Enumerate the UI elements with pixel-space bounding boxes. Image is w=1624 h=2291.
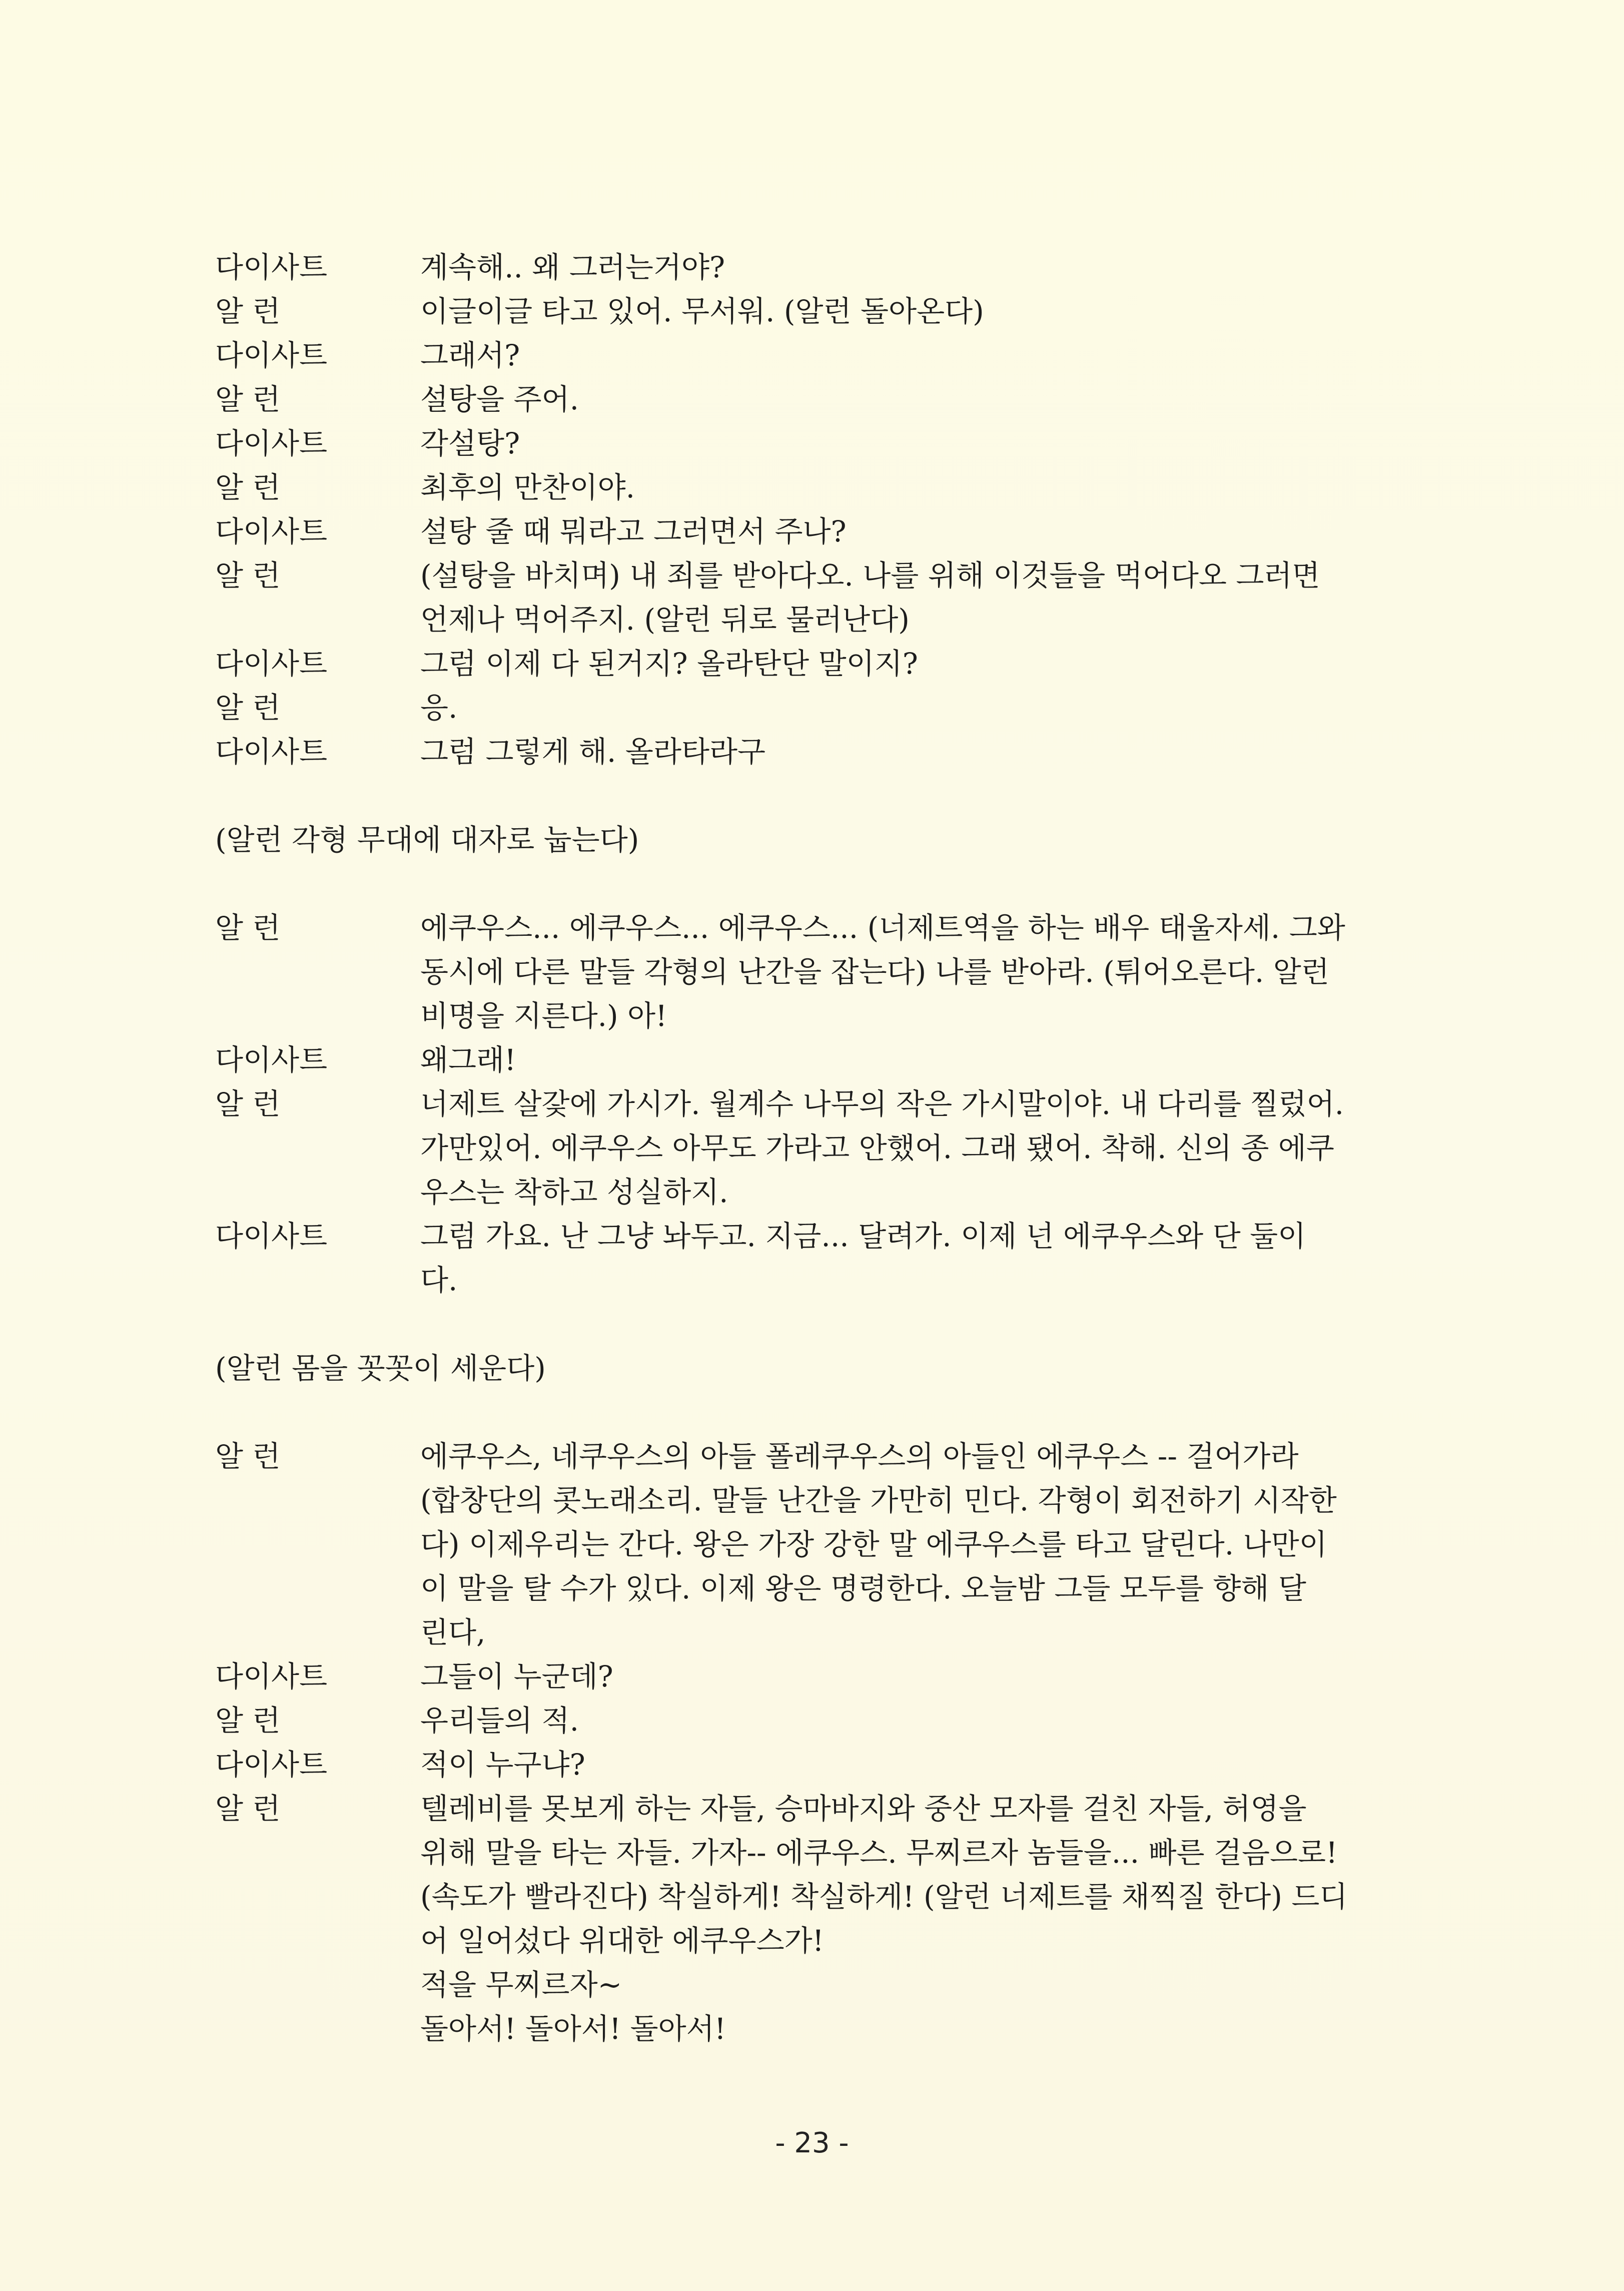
dialogue-row: [215, 289, 1396, 333]
dialogue-row: [215, 421, 1396, 465]
dialogue-line: 왜그래!: [420, 1043, 516, 1077]
speaker-name: 알 런: [215, 1087, 281, 1121]
spacer: [215, 1302, 1396, 1346]
dialogue-row: [215, 1743, 1396, 1787]
dialogue-line: 적이 누구냐?: [420, 1748, 585, 1782]
dialogue-block-2: [215, 906, 1396, 1302]
stage-direction: (알런 몸을 꼿꼿이 세운다): [215, 1351, 546, 1385]
dialogue-row: [215, 1038, 1396, 1082]
dialogue-line: 그럼 가요. 난 그냥 놔두고. 지금... 달려가. 이제 넌 에쿠우스와 단 둘이 다.: [420, 1219, 1306, 1297]
dialogue-line: 설탕 줄 때 뭐라고 그러면서 주나?: [420, 514, 847, 548]
speaker-name: 알 런: [215, 911, 281, 945]
dialogue-line: (설탕을 바치며) 내 죄를 받아다오. 나를 위해 이것들을 먹어다오 그러면 언제나 먹어주지. (알런 뒤로 물러난다): [420, 558, 1320, 637]
dialogue-line: 응.: [420, 691, 458, 725]
spacer: [215, 862, 1396, 906]
dialogue-line: 에쿠우스, 네쿠우스의 아들 폴레쿠우스의 아들인 에쿠우스 -- 걸어가라 (합창단의 콧노래소리. 말들 난간을 가만히 민다. 각형이 회전하기 시작한 다) 이제우리는 간다. 왕은 가장 강한 말 에쿠우스를 타고 달린다. 나만이 이 말을 탈 수가 있다. 이제 왕은 명령한다. 오늘밤 그들 모두를 향해 달 린다,: [420, 1439, 1337, 1649]
speaker-name: 다이사트: [215, 1748, 328, 1782]
dialogue-line: 그들이 누군데?: [420, 1659, 613, 1693]
speaker-name: 알 런: [215, 1792, 281, 1826]
speaker-name: 다이사트: [215, 1659, 328, 1693]
dialogue-row: [215, 333, 1396, 377]
dialogue-row: [215, 642, 1396, 686]
speaker-name: 알 런: [215, 1703, 281, 1738]
speaker-name: 다이사트: [215, 1043, 328, 1077]
script-content: [215, 245, 1396, 2051]
speaker-name: 다이사트: [215, 250, 328, 284]
speaker-name: 알 런: [215, 294, 281, 328]
stage-direction: (알런 각형 무대에 대자로 눕는다): [215, 823, 639, 857]
speaker-name: 다이사트: [215, 1219, 328, 1253]
speaker-name: 알 런: [215, 1439, 281, 1473]
spacer: [215, 774, 1396, 818]
dialogue-row: [215, 1434, 1396, 1654]
dialogue-line: 그럼 이제 다 된거지? 올라탄단 말이지?: [420, 647, 918, 681]
dialogue-row: [215, 509, 1396, 553]
dialogue-row: [215, 906, 1396, 1038]
dialogue-row: [215, 686, 1396, 730]
dialogue-line: 최후의 만찬이야.: [420, 470, 635, 504]
speaker-name: 다이사트: [215, 647, 328, 681]
dialogue-line: 우리들의 적.: [420, 1703, 579, 1738]
speaker-name: 다이사트: [215, 426, 328, 460]
dialogue-line: 너제트 살갗에 가시가. 월계수 나무의 작은 가시말이야. 내 다리를 찔렀어. 가만있어. 에쿠우스 아무도 가라고 안했어. 그래 됐어. 착해. 신의 종 에쿠 우스는 착하고 성실하지.: [420, 1087, 1344, 1209]
speaker-name: 다이사트: [215, 735, 328, 769]
speaker-name: 알 런: [215, 470, 281, 504]
dialogue-row: [215, 245, 1396, 289]
speaker-name: 알 런: [215, 691, 281, 725]
dialogue-row: [215, 1082, 1396, 1214]
dialogue-row: [215, 1214, 1396, 1302]
dialogue-row: [215, 465, 1396, 509]
dialogue-row: [215, 1698, 1396, 1743]
dialogue-line: 계속해.. 왜 그러는거야?: [420, 250, 725, 284]
page-number: - 23 -: [775, 2127, 849, 2159]
dialogue-line: 설탕을 주어.: [420, 382, 579, 416]
dialogue-line: 이글이글 타고 있어. 무서워. (알런 돌아온다): [420, 294, 984, 328]
dialogue-row: [215, 377, 1396, 421]
speaker-name: 다이사트: [215, 514, 328, 548]
dialogue-row: [215, 1654, 1396, 1698]
dialogue-row: [215, 1787, 1396, 2051]
spacer: [215, 1390, 1396, 1434]
dialogue-row: [215, 553, 1396, 642]
dialogue-line: 텔레비를 못보게 하는 자들, 승마바지와 중산 모자를 걸친 자들, 허영을 위해 말을 타는 자들. 가자-- 에쿠우스. 무찌르자 놈들을... 빠른 걸음으로! (속도가 빨라진다) 착실하게! 착실하게! (알런 너제트를 채찍질 한다) 드디 어 일어섰다 위대한 에쿠우스가! 적을 무찌르자~ 돌아서! 돌아서! 돌아서!: [420, 1792, 1348, 2046]
dialogue-row: [215, 730, 1396, 774]
speaker-name: 알 런: [215, 558, 281, 593]
dialogue-block-3: [215, 1434, 1396, 2051]
dialogue-line: 에쿠우스... 에쿠우스... 에쿠우스... (너제트역을 하는 배우 태울자세. 그와 동시에 다른 말들 각형의 난간을 잡는다) 나를 받아라. (튀어오른다. 알런 비명을 지른다.) 아!: [420, 911, 1345, 1033]
dialogue-line: 그래서?: [420, 338, 520, 372]
dialogue-line: 그럼 그렇게 해. 올라타라구: [420, 735, 766, 769]
dialogue-line: 각설탕?: [420, 426, 520, 460]
speaker-name: 다이사트: [215, 338, 328, 372]
dialogue-block-1: [215, 245, 1396, 774]
speaker-name: 알 런: [215, 382, 281, 416]
